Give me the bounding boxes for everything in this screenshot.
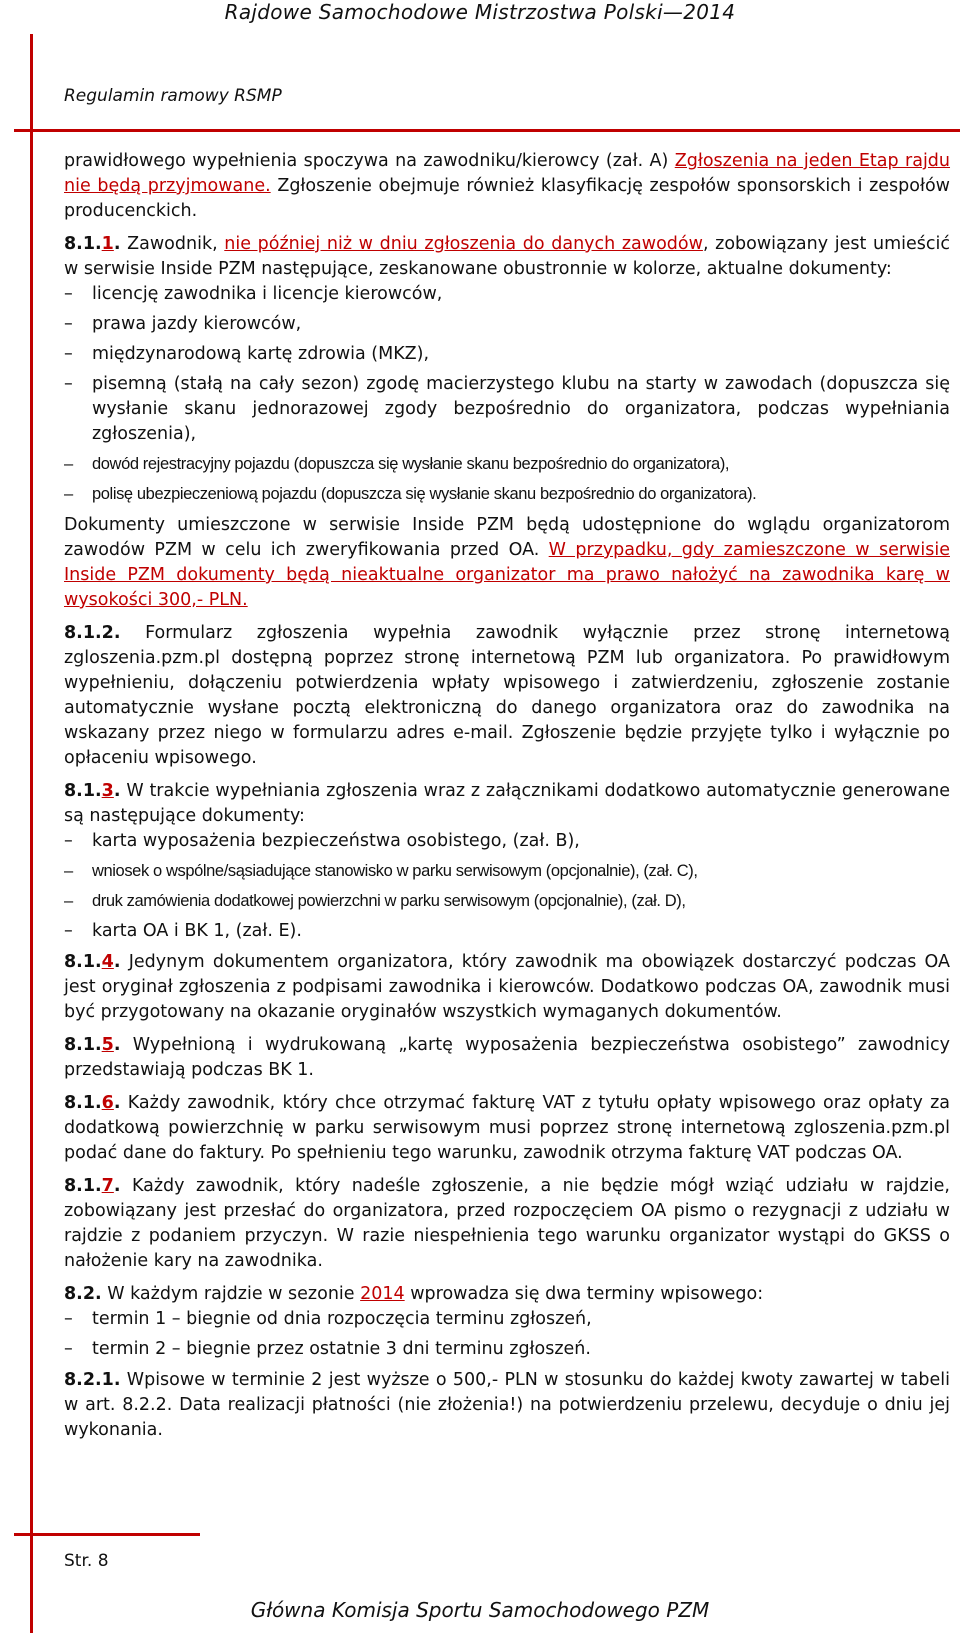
documents-note xyxy=(64,513,950,613)
document-subtitle: Regulamin ramowy RSMP xyxy=(64,86,282,106)
document-body xyxy=(64,149,950,1451)
page-number: Str. 8 xyxy=(64,1551,109,1571)
section-8-2 xyxy=(64,1282,950,1307)
section-number: 8.1.3. xyxy=(64,781,121,801)
list-item: – termin 2 – biegnie przez ostatnie 3 dni terminu zgłoszeń. xyxy=(64,1337,950,1362)
text-run: Każdy zawodnik, który chce otrzymać fakturę VAT z tytułu opłaty wpisowego oraz opłaty za dodatkową powierzchnię w parku serwisowym musi poprzez stronę internetową zgloszenia.pzm.pl podać dane do faktury. Po spełnieniu tego warunku, zawodnik otrzyma fakturę VAT podczas OA. xyxy=(64,1093,950,1163)
section-8-1-7 xyxy=(64,1174,950,1274)
text-run: Zgłoszenie obejmuje również klasyfikację zespołów sponsorskich i zespołów producenckich. xyxy=(64,176,950,221)
footer-title: Główna Komisja Sportu Samochodowego PZM xyxy=(250,1598,710,1622)
section-8-1-2 xyxy=(64,621,950,771)
text-run: W trakcie wypełniania zgłoszenia wraz z załącznikami dodatkowo automatycznie generowane są następujące dokumenty: xyxy=(64,781,950,826)
section-number: 8.2.1. xyxy=(64,1370,121,1390)
list-item: – karta OA i BK 1, (zał. E). xyxy=(64,919,950,944)
section-8-1-3 xyxy=(64,779,950,829)
text-run: wprowadza się dwa terminy wpisowego: xyxy=(404,1284,764,1304)
section-8-2-1 xyxy=(64,1368,950,1443)
list-item: – polisę ubezpieczeniową pojazdu (dopuszcza się wysłanie skanu bezpośrednio do organizatora). xyxy=(64,482,950,507)
text-run: Dokumenty umieszczone w serwisie Inside PZM będą udostępnione do wglądu organizatorom zawodów PZM w celu ich zweryfikowania przed OA. xyxy=(64,515,950,560)
entry-fee-terms-list xyxy=(64,1307,950,1362)
text-run: Wpisowe w terminie 2 jest wyższe o 500,- PLN w stosunku do każdej kwoty zawartej w tabeli w art. 8.2.2. Data realizacji płatności (nie złożenia!) na potwierdzeniu przelewu, decyduje o dniu jej wykonania. xyxy=(64,1370,950,1440)
list-item: – licencję zawodnika i licencje kierowców, xyxy=(64,282,950,307)
section-number: 8.2. xyxy=(64,1284,102,1304)
text-run: W każdym rajdzie w sezonie xyxy=(101,1284,361,1304)
section-number: 8.1.2. xyxy=(64,623,121,643)
text-run: Wypełnioną i wydrukowaną „kartę wyposażenia bezpieczeństwa osobistego” zawodnicy przedstawiają podczas BK 1. xyxy=(64,1035,950,1080)
highlighted-text: nie później niż w dniu zgłoszenia do danych zawodów xyxy=(224,234,703,254)
list-item: – międzynarodową kartę zdrowia (MKZ), xyxy=(64,342,950,367)
text-run: Formularz zgłoszenia wypełnia zawodnik wyłącznie przez stronę internetową zgloszenia.pzm.pl dostępną poprzez stronę internetową PZM lub organizatora. Po prawidłowym wypełnieniu, dołączeniu potwierdzenia wpłaty wpisowego i zatwierdzeniu, zgłoszenie zostanie automatycznie wysłane pocztą elektroniczną do danego organizatora oraz do zawodnika na wskazany przez niego w formularzu adres e-mail. Zgłoszenie będzie przyjęte tylko i wyłącznie po opłaceniu wpisowego. xyxy=(64,623,950,768)
highlighted-text: W przypadku, gdy zamieszczone w serwisie Inside PZM dokumenty będą nieaktualne organizator ma prawo nałożyć na zawodnika karę w wysokości 300,- PLN. xyxy=(64,540,950,610)
text-run: , zobowiązany jest umieścić w serwisie Inside PZM następujące, zeskanowane obustronnie w kolorze, aktualne dokumenty: xyxy=(64,234,950,279)
section-8-1-4 xyxy=(64,950,950,1025)
list-item: – prawa jazdy kierowców, xyxy=(64,312,950,337)
text-run: Zawodnik, xyxy=(120,234,225,254)
page-header-title: Rajdowe Samochodowe Mistrzostwa Polski—2014 xyxy=(224,0,736,24)
section-8-1-1 xyxy=(64,232,950,282)
text-run: prawidłowego wypełnienia spoczywa na zawodniku/kierowcy (zał. A) xyxy=(64,151,675,171)
section-number: 8.1.7. xyxy=(64,1176,121,1196)
section-number: 8.1.5. xyxy=(64,1035,121,1055)
section-number: 8.1.1. xyxy=(64,234,121,254)
footer-rule xyxy=(14,1533,200,1536)
list-item: – termin 1 – biegnie od dnia rozpoczęcia terminu zgłoszeń, xyxy=(64,1307,950,1332)
list-item: – druk zamówienia dodatkowej powierzchni w parku serwisowym (opcjonalnie), (zał. D), xyxy=(64,889,950,914)
highlighted-text: Zgłoszenia na jeden Etap rajdu nie będą przyjmowane. xyxy=(64,151,951,196)
text-run: Jedynym dokumentem organizatora, który zawodnik ma obowiązek dostarczyć podczas OA jest oryginał zgłoszenia z podpisami zawodnika i kierowców. Dodatkowo podczas OA, zawodnik musi być przygotowany na okazanie oryginałów wszystkich wymaganych dokumentów. xyxy=(64,952,950,1022)
header-rule xyxy=(14,129,960,132)
list-item: – wniosek o wspólne/sąsiadujące stanowisko w parku serwisowym (opcjonalnie), (zał. C), xyxy=(64,859,950,884)
margin-rule-vertical xyxy=(30,34,33,1633)
section-number: 8.1.4. xyxy=(64,952,121,972)
section-number: 8.1.6. xyxy=(64,1093,121,1113)
list-item: – dowód rejestracyjny pojazdu (dopuszcza się wysłanie skanu bezpośrednio do organizatora), xyxy=(64,452,950,477)
generated-documents-list xyxy=(64,829,950,944)
list-item: – karta wyposażenia bezpieczeństwa osobistego, (zał. B), xyxy=(64,829,950,854)
highlighted-text: 2014 xyxy=(360,1284,405,1304)
section-8-1-6 xyxy=(64,1091,950,1166)
list-item: – pisemną (stałą na cały sezon) zgodę macierzystego klubu na starty w zawodach (dopuszcza się wysłanie skanu jednorazowej zgody bezpośrednio do organizatora, podczas wypełniania zgłoszenia), xyxy=(64,372,950,447)
text-run: Każdy zawodnik, który nadeśle zgłoszenie, a nie będzie mógł wziąć udziału w rajdzie, zobowiązany jest przesłać do organizatora, przed rozpoczęciem OA pismo o rezygnacji z udziału w rajdzie z podaniem przyczyn. W razie niespełnienia tego warunku organizator wystąpi do GKSS o nałożenie kary na zawodnika. xyxy=(64,1176,950,1271)
paragraph-continuation xyxy=(64,149,950,224)
required-documents-list xyxy=(64,282,950,507)
section-8-1-5 xyxy=(64,1033,950,1083)
